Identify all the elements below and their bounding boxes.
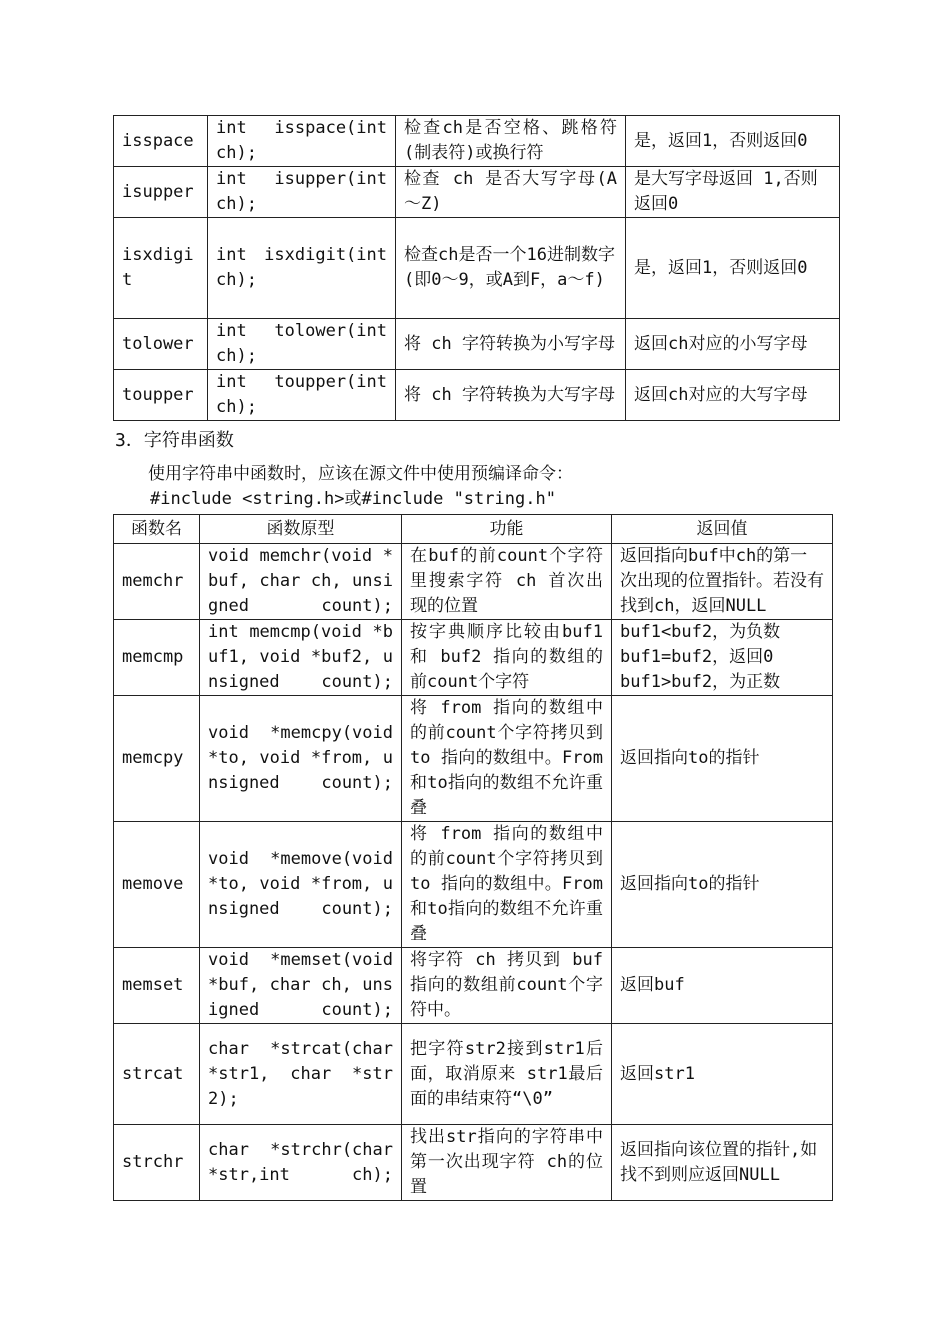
section-intro: 使用字符串中函数时，应该在源文件中使用预编译命令：: [148, 464, 573, 484]
table-header-row: [114, 515, 833, 544]
header-prototype: 函数原型: [200, 515, 402, 544]
return-value-cell: 是，返回1，否则返回0: [626, 116, 840, 167]
return-value-cell: 是，返回1，否则返回0: [626, 218, 840, 319]
table-row: [114, 218, 840, 319]
table-row: [114, 544, 833, 620]
table-row: [114, 319, 840, 370]
function-description-cell: 将字符 ch 拷贝到 buf指向的数组前count个字符中。: [402, 948, 612, 1024]
function-name-cell: memove: [114, 822, 200, 948]
function-name-cell: isxdigit: [114, 218, 208, 319]
function-name-cell: tolower: [114, 319, 208, 370]
function-name-cell: memset: [114, 948, 200, 1024]
function-name-cell: isupper: [114, 167, 208, 218]
function-description-cell: 检查ch是否空格、跳格符(制表符)或换行符: [396, 116, 626, 167]
prototype-cell: int toupper(int ch);: [208, 370, 396, 421]
header-function: 功能: [402, 515, 612, 544]
function-description-cell: 按字典顺序比较由buf1 和 buf2 指向的数组的前count个字符: [402, 620, 612, 696]
table-row: [114, 620, 833, 696]
string-functions-table: [113, 514, 833, 1201]
header-return-value: 返回值: [612, 515, 833, 544]
return-value-cell: 返回str1: [612, 1024, 833, 1125]
function-name-cell: isspace: [114, 116, 208, 167]
return-value-cell: 返回buf: [612, 948, 833, 1024]
function-name-cell: memcpy: [114, 696, 200, 822]
table-row: [114, 167, 840, 218]
function-name-cell: toupper: [114, 370, 208, 421]
function-description-cell: 将 ch 字符转换为大写字母: [396, 370, 626, 421]
section-heading: 3．字符串函数: [115, 430, 234, 451]
return-value-cell: 返回指向to的指针: [612, 696, 833, 822]
return-value-cell: 返回ch对应的小写字母: [626, 319, 840, 370]
prototype-cell: int memcmp(void *buf1, void *buf2, unsigned count);: [200, 620, 402, 696]
function-description-cell: 检查 ch 是否大写字母(A～Z): [396, 167, 626, 218]
prototype-cell: void *memove(void *to, void *from, unsigned count);: [200, 822, 402, 948]
table-row: [114, 948, 833, 1024]
table-row: [114, 1125, 833, 1201]
prototype-cell: int isupper(int ch);: [208, 167, 396, 218]
prototype-cell: void memchr(void *buf, char ch, unsigned count);: [200, 544, 402, 620]
function-name-cell: memcmp: [114, 620, 200, 696]
table-row: [114, 116, 840, 167]
function-name-cell: strcat: [114, 1024, 200, 1125]
function-description-cell: 在buf的前count个字符里搜索字符 ch 首次出现的位置: [402, 544, 612, 620]
function-description-cell: 将 from 指向的数组中的前count个字符拷贝到 to 指向的数组中。From和to指向的数组不允许重叠: [402, 822, 612, 948]
prototype-cell: void *memcpy(void *to, void *from, unsigned count);: [200, 696, 402, 822]
prototype-cell: char *strcat(char *str1, char *str2);: [200, 1024, 402, 1125]
prototype-cell: int isxdigit(int ch);: [208, 218, 396, 319]
prototype-cell: char *strchr(char *str,int ch);: [200, 1125, 402, 1201]
prototype-cell: int tolower(int ch);: [208, 319, 396, 370]
function-name-cell: memchr: [114, 544, 200, 620]
prototype-cell: int isspace(int ch);: [208, 116, 396, 167]
return-value-cell: 返回指向该位置的指针,如找不到则应返回NULL: [612, 1125, 833, 1201]
return-value-cell: 返回指向buf中ch的第一次出现的位置指针。若没有找到ch，返回NULL: [612, 544, 833, 620]
return-value-cell: 返回指向to的指针: [612, 822, 833, 948]
return-value-cell: buf1<buf2，为负数 buf1=buf2，返回0 buf1>buf2，为正数: [612, 620, 833, 696]
function-description-cell: 检查ch是否一个16进制数字 (即0～9，或A到F，a～f): [396, 218, 626, 319]
return-value-cell: 返回ch对应的大写字母: [626, 370, 840, 421]
table-row: [114, 370, 840, 421]
function-description-cell: 将 from 指向的数组中的前count个字符拷贝到 to 指向的数组中。From和to指向的数组不允许重叠: [402, 696, 612, 822]
prototype-cell: void *memset(void *buf, char ch, unsigned count);: [200, 948, 402, 1024]
return-value-cell: 是大写字母返回 1,否则返回0: [626, 167, 840, 218]
function-description-cell: 找出str指向的字符串中第一次出现字符 ch的位置: [402, 1125, 612, 1201]
table-row: [114, 822, 833, 948]
function-name-cell: strchr: [114, 1125, 200, 1201]
table-row: [114, 696, 833, 822]
function-description-cell: 将 ch 字符转换为小写字母: [396, 319, 626, 370]
ctype-functions-table: [113, 115, 840, 421]
table-row: [114, 1024, 833, 1125]
header-function-name: 函数名: [114, 515, 200, 544]
include-directive: #include <string.h>或#include "string.h": [150, 489, 556, 509]
function-description-cell: 把字符str2接到str1后面，取消原来 str1最后面的串结束符“\0”: [402, 1024, 612, 1125]
